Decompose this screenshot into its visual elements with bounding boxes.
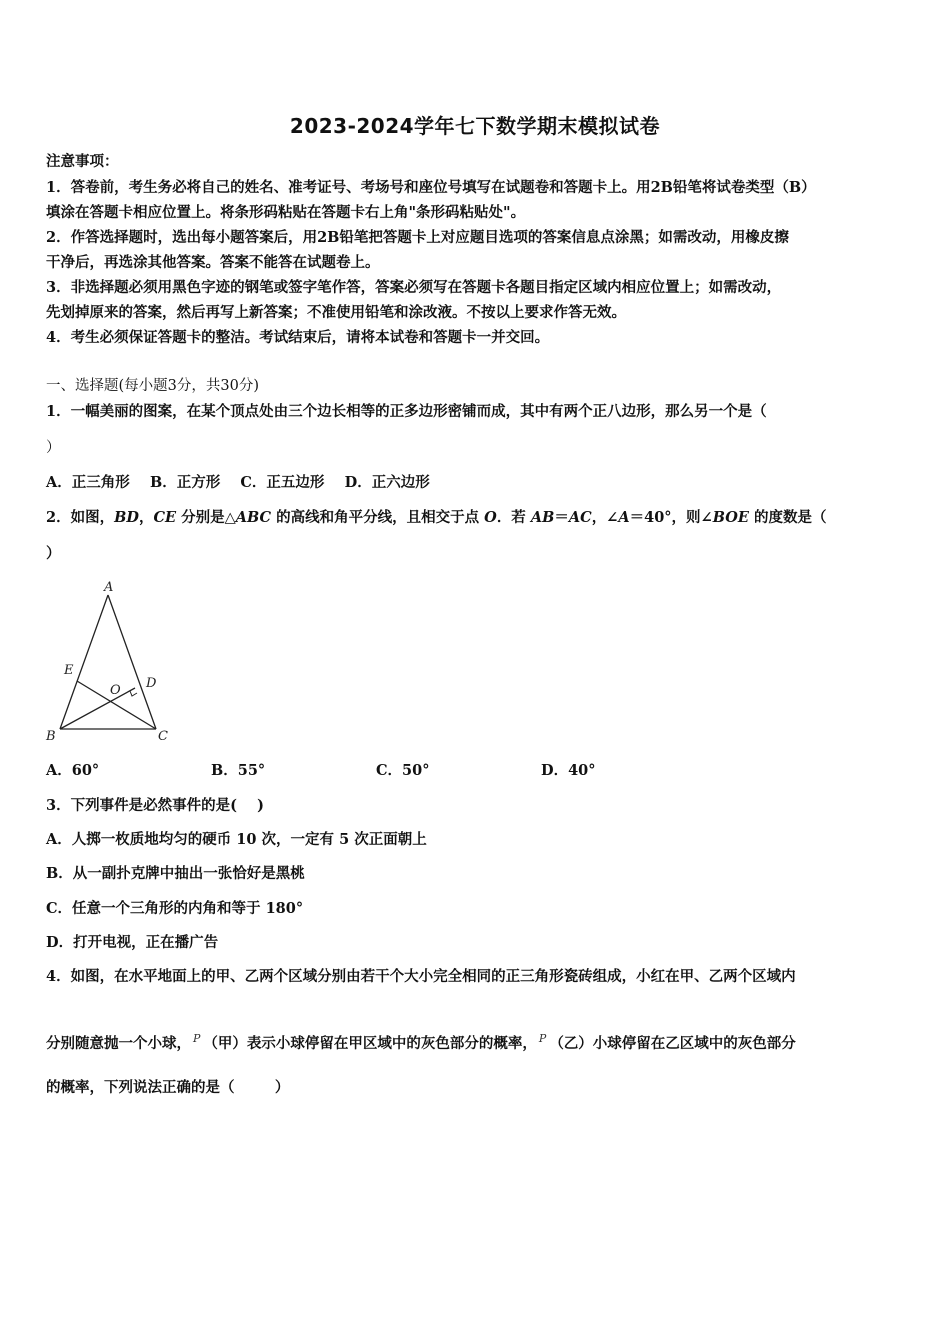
section-heading: 一、选择题(每小题3分，共30分) [46,378,259,394]
notice-line: 填涂在答题卡相应位置上。将条形码粘贴在答题卡右上角"条形码粘贴处"。 [46,204,526,221]
q2-options [46,761,916,781]
q2-stem-end: ） [46,545,61,562]
q2-option-b: B．55° [211,762,266,779]
notice-line: 先划掉原来的答案，然后再写上新答案；不准使用铅笔和涂改液。不按以上要求作答无效。 [46,304,626,321]
q4-stem-line3: 的概率，下列说法正确的是（ ） [46,1079,290,1096]
q2-text: ，∠ [591,509,619,526]
q2-text: 的度数是（ [748,509,827,526]
q2-option-c: C．50° [376,762,430,779]
q1-stem-end: ） [46,440,61,456]
q3-stem: 3．下列事件是必然事件的是( ) [46,797,265,814]
triangle-figure [40,575,190,750]
q2-option-d: D．40° [541,762,596,779]
q2-stem [46,508,916,528]
label-o: O [110,683,121,698]
notice-line: 1．答卷前，考生务必将自己的姓名、准考证号、考场号和座位号填写在试题卷和答题卡上。用2B铅笔将试卷类型（B） [46,179,816,196]
notice-line: 干净后，再选涂其他答案。答案不能答在试题卷上。 [46,254,380,271]
q2-text: ， [138,509,154,526]
q1-options: A．正三角形 B．正方形 C．正五边形 D．正六边形 [46,474,430,491]
notice-line: 2．作答选择题时，选出每小题答案后，用2B铅笔把答题卡上对应题目选项的答案信息点涂黑；如需改动，用橡皮擦 [46,229,789,246]
q3-option-c: C．任意一个三角形的内角和等于 180° [46,900,304,917]
q4-stem-line2 [46,1029,916,1054]
label-a: A [104,580,114,595]
q2-var: CE [153,509,177,526]
page-title: 2023-2024学年七下数学期末模拟试卷 [289,114,661,138]
q2-var: BD [114,509,139,526]
q3-option-d: D．打开电视，正在播广告 [46,934,219,951]
q4-text: （乙）小球停留在乙区域中的灰色部分 [549,1035,796,1052]
notice-heading: 注意事项： [46,153,119,170]
q3-option-b: B．从一副扑克牌中抽出一张恰好是黑桃 [46,865,305,882]
q4-text: 分别随意抛一个小球， [46,1035,191,1052]
notice-line: 4．考生必须保证答题卡的整洁。考试结束后，请将本试卷和答题卡一并交回。 [46,329,550,346]
label-b: B [46,729,56,744]
side-ab [60,595,108,729]
q2-var: A [618,509,630,526]
q4-text: （甲）表示小球停留在甲区域中的灰色部分的概率， [203,1035,537,1052]
q2-text: 2．如图， [46,509,115,526]
q2-text: ＝ [554,509,569,526]
q2-var: BOE [712,509,749,526]
label-d: D [146,676,157,691]
label-e: E [64,663,74,678]
q3-option-a: A．人掷一枚质地均匀的硬币 10 次，一定有 5 次正面朝上 [46,831,427,848]
q2-text: 的高线和角平分线，且相交于点 [271,509,485,526]
q1-stem: 1．一幅美丽的图案，在某个顶点处由三个边长相等的正多边形密铺而成，其中有两个正八边形，那么另一个是（ [46,403,767,420]
q2-var: ABC [235,509,272,526]
label-c: C [158,729,168,744]
p-symbol: P [193,1032,201,1045]
q2-var: O [484,509,497,526]
q2-text: ＝40°，则∠ [629,509,713,526]
q2-text: ．若 [496,509,531,526]
q2-text: 分别是△ [176,509,236,526]
q2-var: AB [530,509,555,526]
right-angle-mark [130,691,137,696]
q2-var: AC [568,509,592,526]
q4-stem: 4．如图，在水平地面上的甲、乙两个区域分别由若干个大小完全相同的正三角形瓷砖组成，小红在甲、乙两个区域内 [46,968,796,985]
notice-line: 3．非选择题必须用黑色字迹的钢笔或签字笔作答，答案必须写在答题卡各题目指定区域内相应位置上；如需改动， [46,279,782,296]
p-symbol: P [538,1032,547,1045]
q2-option-a: A．60° [46,762,100,779]
side-ac [108,595,156,729]
